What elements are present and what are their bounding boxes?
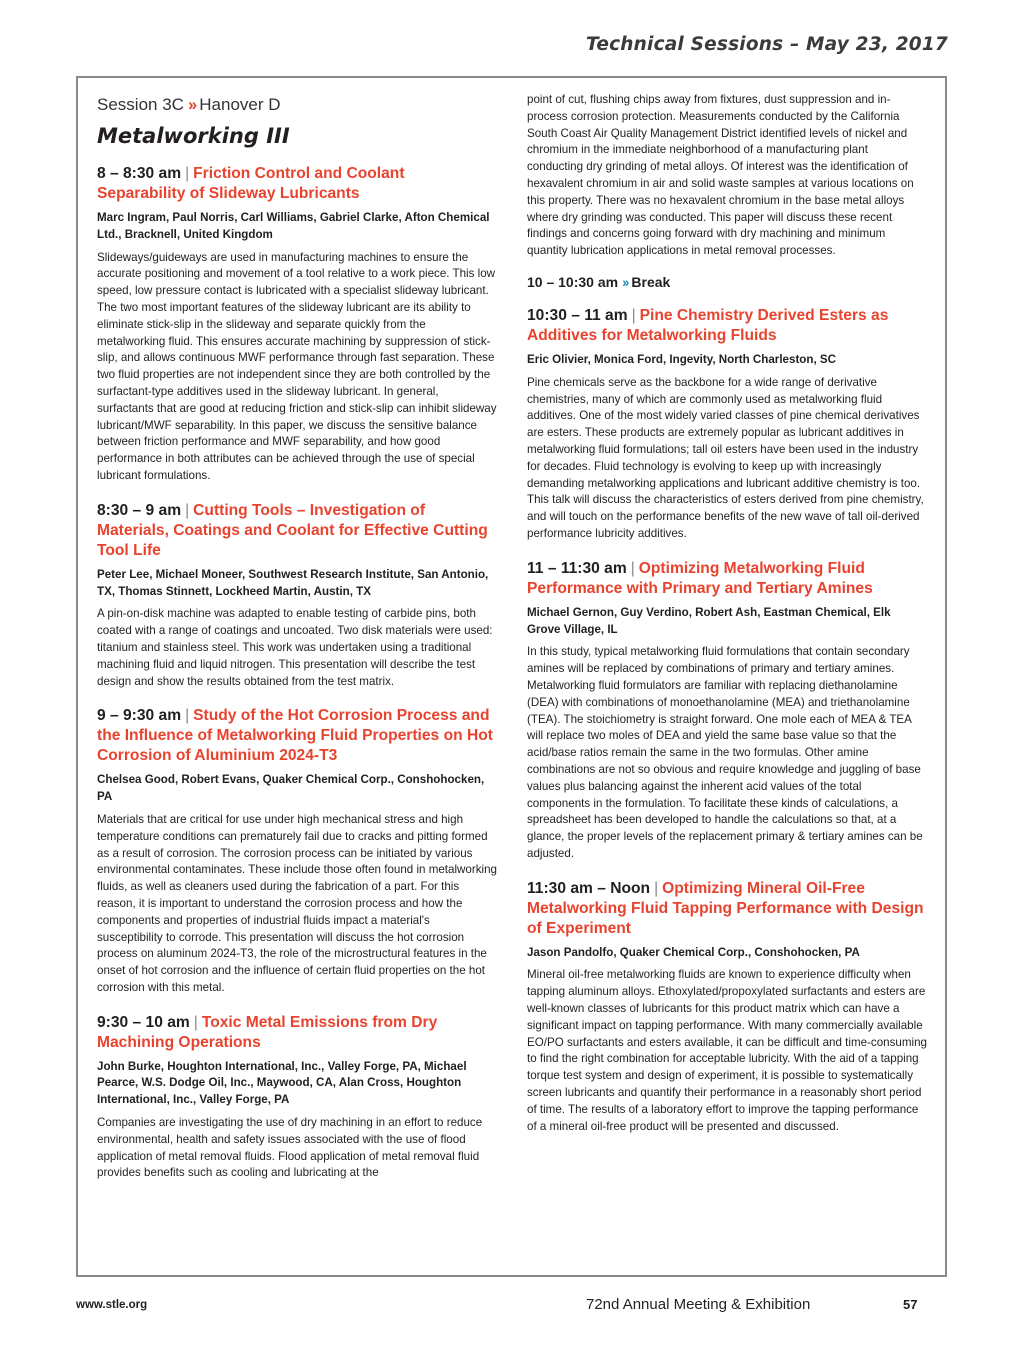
talk-time: 10:30 – 11 am [527, 306, 628, 324]
talk-authors: Michael Gernon, Guy Verdino, Robert Ash, Eastman Chemical, Elk Grove Village, IL [527, 605, 891, 636]
talk-time: 11 – 11:30 am [527, 559, 627, 577]
talk-abstract: Materials that are critical for use under high mechanical stress and high temperature conditions can prematurely fail due to cracks and pitting formed as a result of corrosion. The corrosion process can be initiated by various environmental contaminates. These include those often found in metalworking fluids, as well as cleaners used during the fabrication of a part. For this reason, it is important to understand the corrosion process and how the components and properties of industrial fluids impact a material's susceptibility to corrode. This presentation will discuss the hot corrosion process on aluminum 2024-T3, the role of the microstructural features in the onset of hot corrosion and the influence of certain fluid properties on the hot corrosion with this metal. [97, 812, 498, 994]
talk-title: Pine Chemistry Derived Esters as Additives for Metalworking Fluids [527, 306, 889, 344]
separator-bar: | [193, 1013, 198, 1031]
talk-abstract: In this study, typical metalworking fluid formulations that contain secondary amines will be replaced by combinations of primary and tertiary amines. Metalworking fluid formulators are familiar with replacing diethanolamine (DEA) with combinations of monoethanolamine (MEA) and triethanolamine (TEA). The stoichiometry is straight forward. One mole each of MEA & TEA will replace two moles of DEA and yield the same base value so that the acid/base ratios remain the same in the two formulas. Other amine combinations are not so obvious and require knowledge and juggling of base values plus balancing against the inherent acid values of the total components in the formulation. To facilitate these kinds of calculations, a spreadsheet has been developed to handle the calculations so that, at a glance, the proper levels of the replacement primary & tertiary amines can be adjusted. [527, 645, 923, 860]
talk-heading [97, 164, 497, 204]
continued-abstract: point of cut, flushing chips away from fixtures, dust suppression and in-process corrosion protection. Measurements conducted by the California South Coast Air Quality Management District identified levels of nickel and chromium in the immediate neighborhood of a manufacturing plant conducting dry grinding of metal alloys. Of interest was the identification of hexavalent chromium in air and solid waste samples at various locations on this property. There was no hexavalent chromium in the base metal alloys where dry grinding was conducted. This paper will discuss these recent findings and concerns going forward with dry machining and minimum quantity lubrication applications in metal removal processes. [527, 93, 914, 258]
talk-abstract: Pine chemicals serve as the backbone for a wide range of derivative chemistries, many of which are commonly used as metalworking fluid additives. One of the most widely varied classes of pine chemical derivatives are esters. These products are extremely popular as lubricant additives in metalworking fluid formulations; tall oil esters have been used in the industry for decades. Fluid technology is evolving to keep up with increasingly demanding metalworking applications and lubricant additive chemistry is too. This talk will discuss the characteristics of esters derived from pine chemistry, and will touch on the performance benefits of the new wave of tall oil-derived performance lubricity additives. [527, 375, 924, 540]
break-time: 10 – 10:30 am [527, 273, 619, 290]
running-header: Technical Sessions – May 23, 2017 [585, 34, 948, 55]
session-label: Session 3C [97, 95, 184, 114]
talk-time: 8 – 8:30 am [97, 165, 182, 182]
talk-authors: Eric Olivier, Monica Ford, Ingevity, North Charleston, SC [527, 352, 837, 366]
talk-item [97, 706, 497, 996]
chevron-right-icon: ›› [187, 95, 196, 114]
footer-url-link[interactable]: www.stle.org [76, 1299, 148, 1311]
talk-item [527, 559, 927, 863]
talk-item [97, 501, 497, 691]
separator-bar: | [631, 306, 636, 324]
separator-bar: | [185, 501, 190, 519]
talk-abstract: A pin-on-disk machine was adapted to enable testing of carbide pins, both coated with a range of coatings and uncoated. Two disk materials were used: titanium and stainless steel. This work was undertaken using a traditional machining fluid and liquid nitrogen. This presentation will describe the test design and show the results obtained from the test matrix. [97, 607, 493, 688]
talk-item [97, 164, 497, 485]
separator-bar: | [185, 707, 190, 725]
break-label: Break [631, 273, 671, 290]
page-number: 57 [903, 1297, 918, 1312]
talk-heading [97, 1013, 497, 1053]
talk-authors: Peter Lee, Michael Moneer, Southwest Research Institute, San Antonio, TX, Thomas Stinnett, Lockheed Martin, Austin, TX [97, 567, 489, 598]
separator-bar: | [654, 879, 659, 897]
talk-authors: Chelsea Good, Robert Evans, Quaker Chemical Corp., Conshohocken, PA [97, 773, 485, 804]
talk-heading [527, 306, 927, 346]
talk-item [97, 1013, 497, 1183]
chevron-right-icon: ›› [622, 273, 628, 290]
talk-abstract: Companies are investigating the use of dry machining in an effort to reduce environmental, health and safety issues associated with the use of flood application of metal removal fluids. Flood application of metal removal fluid provides benefits such as cooling and lubricating at the [97, 1116, 483, 1180]
talk-heading [97, 501, 497, 561]
separator-bar: | [185, 165, 190, 182]
talk-heading [527, 559, 927, 599]
talk-item [527, 306, 927, 543]
break-line [527, 272, 927, 292]
session-room: Hanover D [199, 95, 281, 114]
talk-title: Optimizing Mineral Oil-Free Metalworking Fluid Tapping Performance with Design of Experiment [527, 879, 924, 937]
right-column [527, 92, 927, 1151]
session-line [97, 92, 497, 118]
talk-title: Optimizing Metalworking Fluid Performance with Primary and Tertiary Amines [527, 559, 873, 597]
talk-time: 9:30 – 10 am [97, 1013, 190, 1031]
talk-title: Cutting Tools – Investigation of Materials, Coatings and Coolant for Effective Cutting Tool Life [97, 501, 488, 559]
talk-abstract: Mineral oil-free metalworking fluids are known to experience difficulty when tapping aluminum alloys. Ethoxylated/propoxylated surfactants and esters are well-known classes of lubricants for this product matrix which can have a significant impact on tapping performance. With many commercially available EO/PO surfactants and esters available, it can be difficult and time-consuming to find the right combination for acceptable lubricity. With the aid of a tapping torque test system and design of experiment, it is possible to systematically screen lubricants and quantify their performance in a reasonably short period of time. The results of a laboratory effort to improve the tapping performance of a mineral oil-free product will be presented and discussed. [527, 968, 927, 1133]
talk-title: Toxic Metal Emissions from Dry Machining Operations [97, 1013, 438, 1051]
footer-event-title: 72nd Annual Meeting & Exhibition [586, 1296, 811, 1313]
talk-abstract: Slideways/guideways are used in manufacturing machines to ensure the accurate positioning and movement of a tool relative to a work piece. This low speed, low pressure contact is lubricated with a specialist slideway lubricant. The two most important features of the slideway lubricant are its ability to eliminate stick-slip in the slideway and separate quickly from the metalworking fluid. This ensures accurate machining by suppression of stick-slip, and allows continuous MWF performance through fast separation. These two fluid properties are not independent since they are both controlled by the surfactant-type additives used in the slideway lubricant. In general, surfactants that are good at reducing friction and stick-slip can inhibit slideway lubricant/MWF separability. In this paper, we discuss the sensitive balance between friction performance and MWF separability, and how good performance in both attributes can be achieved through the use of special lubricant formulations. [97, 250, 497, 482]
talk-time: 11:30 am – Noon [527, 879, 651, 897]
talk-heading [97, 706, 497, 766]
talk-title: Friction Control and Coolant Separability of Slideway Lubricants [97, 165, 405, 202]
talk-time: 8:30 – 9 am [97, 501, 182, 519]
session-title: Metalworking III [97, 124, 290, 148]
talk-time: 9 – 9:30 am [97, 707, 182, 725]
talk-authors: Jason Pandolfo, Quaker Chemical Corp., Conshohocken, PA [527, 945, 860, 959]
talk-heading [527, 879, 927, 939]
talk-item [527, 879, 927, 1136]
talk-title: Study of the Hot Corrosion Process and the Influence of Metalworking Fluid Properties on Hot Corrosion of Aluminium 2024-T3 [97, 707, 493, 765]
talk-authors: Marc Ingram, Paul Norris, Carl Williams, Gabriel Clarke, Afton Chemical Ltd., Bracknell, United Kingdom [97, 211, 490, 241]
separator-bar: | [630, 559, 635, 577]
talk-authors: John Burke, Houghton International, Inc., Valley Forge, PA, Michael Pearce, W.S. Dodge Oil, Inc., Maywood, CA, Alan Cross, Houghton International, Inc., Valley Forge, PA [97, 1059, 467, 1107]
left-column [97, 92, 497, 1198]
